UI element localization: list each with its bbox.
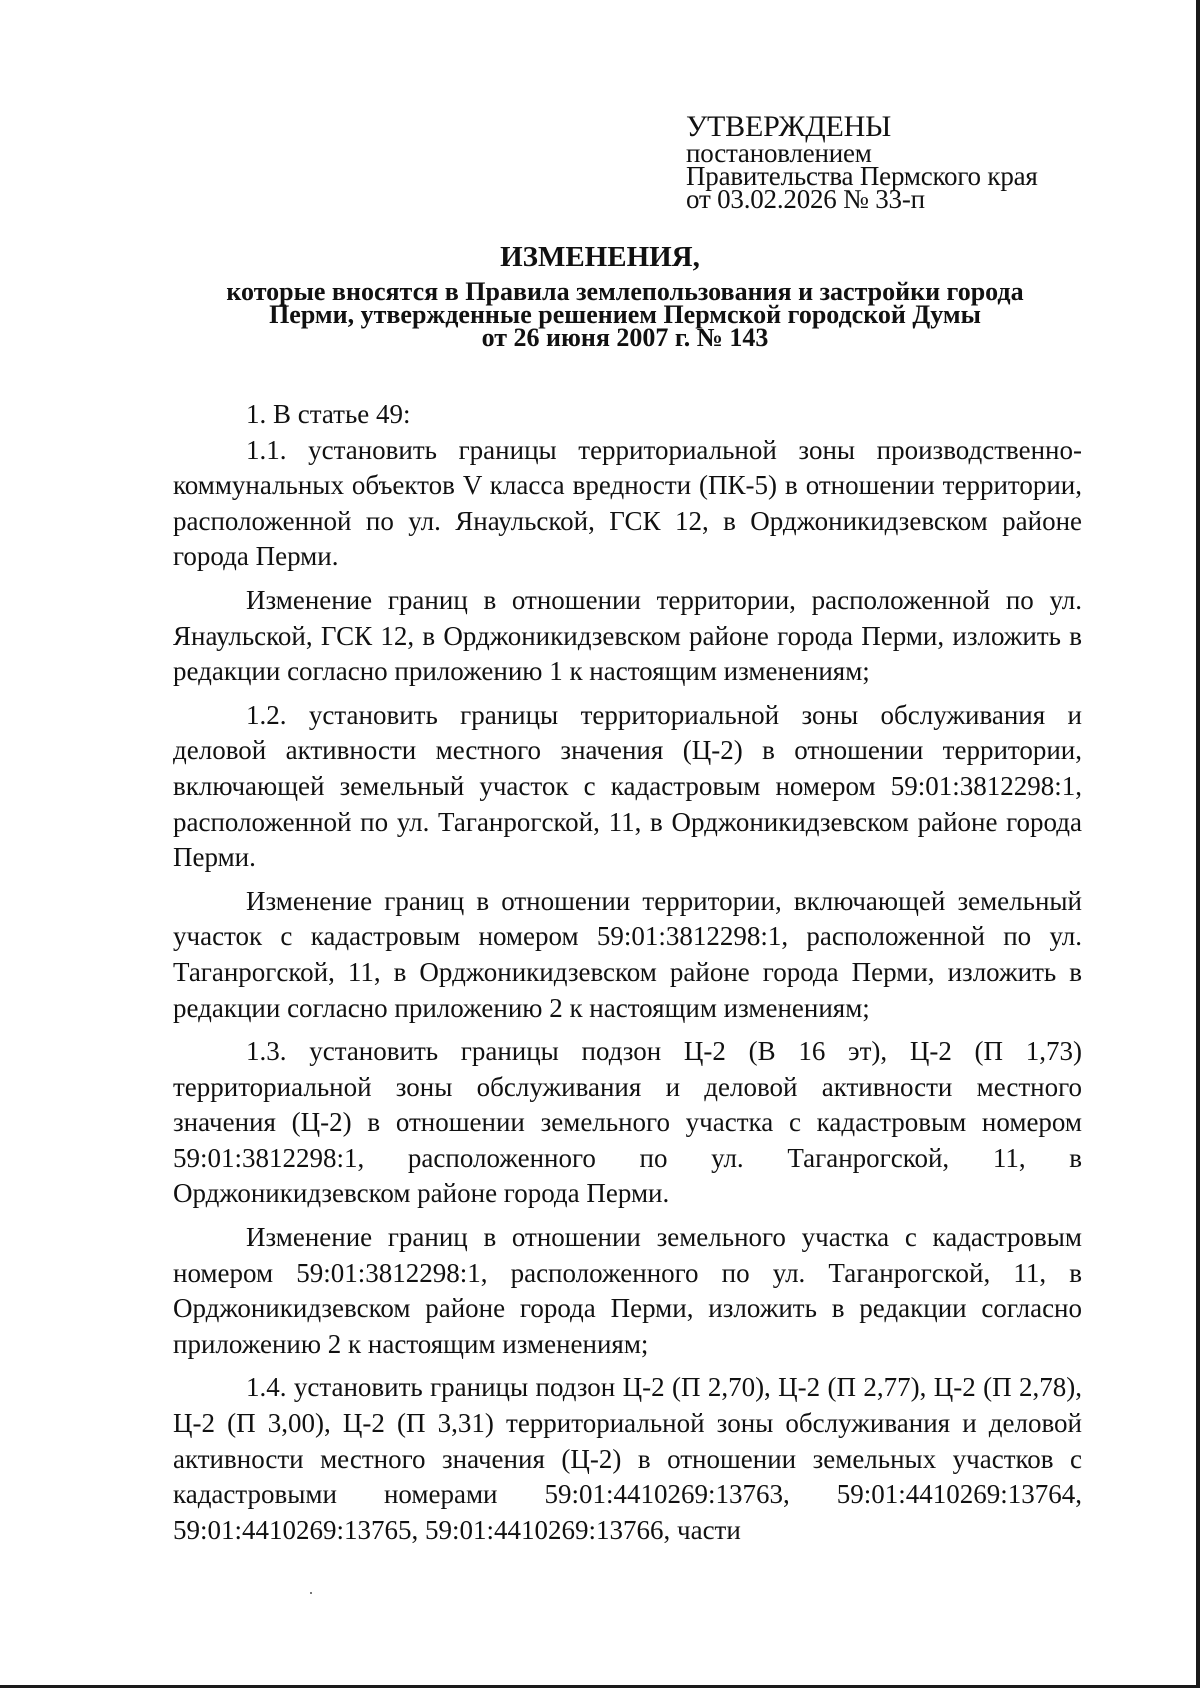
paragraph-article-49: 1. В статье 49: <box>246 399 411 429</box>
subtitle-line-2: Перми, утвержденные решением Пермской городской Думы <box>269 300 981 329</box>
scan-right-edge <box>1196 0 1200 1688</box>
subtitle-line-3: от 26 июня 2007 г. № 143 <box>481 323 769 352</box>
approval-line-3: от 03.02.2026 № 33-п <box>686 184 925 214</box>
approval-stamp <box>686 110 1038 214</box>
document-title: ИЗМЕНЕНИЯ, <box>500 241 700 273</box>
paragraph-1-4: 1.4. установить границы подзон Ц-2 (П 2,70), Ц-2 (П 2,77), Ц-2 (П 2,78), Ц-2 (П 3,00), Ц-2 (П 3,31) территориальной зоны обслуживания и деловой активности местного значения (Ц-2) в отношении земельных участков с кадастровыми номерами 59:01:4410269:13763, 59:01:4410269:13764, 59:01:4410269:13765, 59:01:4410269:13766, части <box>173 1372 1082 1545</box>
paragraph-1-2: 1.2. установить границы территориальной зоны обслуживания и деловой активности местного значения (Ц-2) в отношении территории, включающей земельный участок с кадастровым номером 59:01:3812298:1, расположенной по ул. Таганрогской, 11, в Орджоникидзевском районе города Перми. <box>173 699 1082 873</box>
paragraph-1-2-change: Изменение границ в отношении территории, включающей земельный участок с кадастровым номером 59:01:3812298:1, расположенной по ул. Таганрогской, 11, в Орджоникидзевском районе города Перми, изложить в редакции согласно приложению 2 к настоящим изменениям; <box>173 885 1082 1023</box>
approval-heading: УТВЕРЖДЕНЫ <box>686 110 892 143</box>
approval-line-1: постановлением <box>686 138 872 168</box>
paragraph-1-3: 1.3. установить границы подзон Ц-2 (В 16 эт), Ц-2 (П 1,73) территориальной зоны обслуживания и деловой активности местного значения (Ц-2) в отношении земельного участка с кадастровым номером 59:01:3812298:1, расположенного по ул. Таганрогской, 11, в Орджоникидзевском районе города Перми. <box>173 1036 1082 1209</box>
paragraph-1-3-change: Изменение границ в отношении земельного участка с кадастровым номером 59:01:3812298:1, расположенного по ул. Таганрогской, 11, в Орджоникидзевском районе города Перми, изложить в редакции согласно приложению 2 к настоящим изменениям; <box>173 1222 1082 1359</box>
approval-line-2: Правительства Пермского края <box>686 161 1038 191</box>
subtitle-line-1: которые вносятся в Правила землепользования и застройки города <box>226 277 1024 306</box>
paragraph-1-1: 1.1. установить границы территориальной зоны производственно-коммунальных объектов V класса вредности (ПК-5) в отношении территории, расположенной по ул. Янаульской, ГСК 12, в Орджоникидзевском районе города Перми. <box>173 434 1082 572</box>
scan-speck <box>310 1592 312 1594</box>
document-body <box>173 397 1082 1548</box>
paragraph-1-1-change: Изменение границ в отношении территории, расположенной по ул. Янаульской, ГСК 12, в Орджоникидзевском районе города Перми, изложить в редакции согласно приложению 1 к настоящим изменениям; <box>173 584 1082 687</box>
document-subtitle <box>150 277 1100 352</box>
